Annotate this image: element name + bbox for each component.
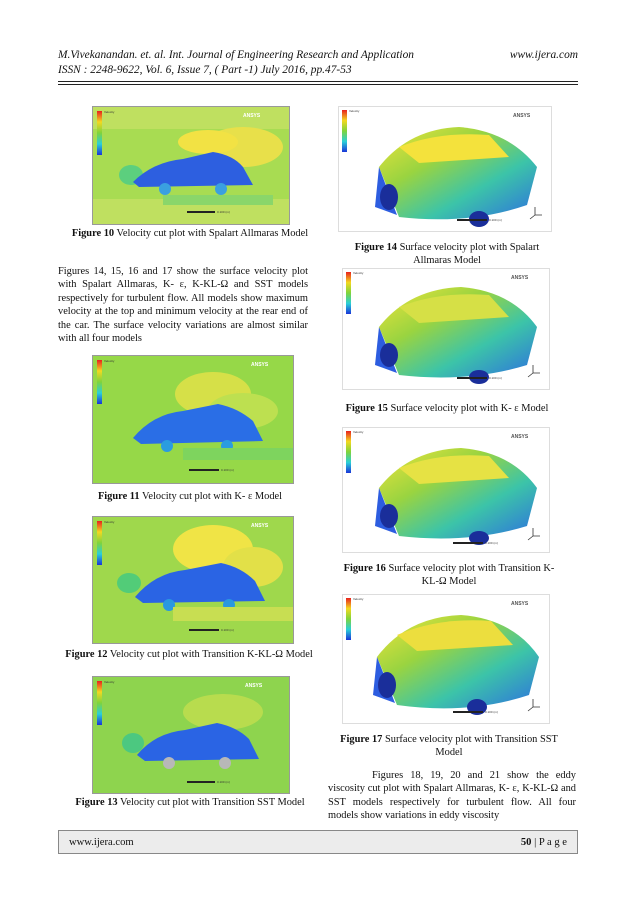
svg-text:Velocity: Velocity [353, 430, 364, 434]
svg-text:0.100 (m): 0.100 (m) [221, 468, 234, 472]
svg-text:ANSYS: ANSYS [251, 523, 269, 529]
journal-citation: M.Vivekanandan. et. al. Int. Journal of Engineering Research and Application [58, 49, 414, 61]
header-rule-2 [58, 84, 578, 85]
paragraph-surface-velocity: Figures 14, 15, 16 and 17 show the surface velocity plot with Spalart Allmaras, K- ε, K-KL-Ω and SST models respectively for turbulent flow. All models show maximum velocity at the top and minimum velocity at the rear end of the car. The surface velocity variations are almost similar with all four models [58, 266, 308, 345]
figure-11-image [92, 355, 294, 484]
figure-17-caption [336, 733, 562, 759]
figure-caption-text: Velocity cut plot with Transition SST Model [117, 797, 305, 808]
figure-label: Figure 12 [65, 649, 108, 660]
figure-label: Figure 17 [340, 734, 383, 745]
figure-caption-text: Velocity cut plot with Spalart Allmaras Model [114, 228, 309, 239]
svg-text:ANSYS: ANSYS [513, 113, 531, 119]
figure-15-image [342, 268, 550, 390]
svg-text:ANSYS: ANSYS [251, 362, 269, 368]
page-suffix: | P a g e [531, 836, 567, 848]
figure-14-caption [336, 241, 558, 267]
footer-url: www.ijera.com [69, 836, 134, 848]
svg-text:Velocity: Velocity [104, 520, 115, 524]
figure-label: Figure 10 [71, 228, 115, 239]
figure-16-caption [336, 562, 562, 588]
figure-10-caption [70, 227, 310, 240]
page-number: 50 [520, 836, 532, 848]
figure-caption-text: Surface velocity plot with K- ε Model [387, 403, 549, 414]
svg-text:0.100 (m): 0.100 (m) [217, 780, 230, 784]
running-header [58, 48, 578, 63]
svg-text:0.100 (m): 0.100 (m) [485, 541, 498, 545]
issn-line: ISSN : 2248-9622, Vol. 6, Issue 7, ( Part -1) July 2016, pp.47-53 [58, 64, 352, 76]
figure-17-image [342, 594, 550, 724]
svg-text:ANSYS: ANSYS [511, 434, 529, 440]
journal-url: www.ijera.com [509, 49, 578, 61]
svg-text:Velocity: Velocity [104, 680, 115, 684]
svg-text:ANSYS: ANSYS [511, 601, 529, 607]
svg-text:0.100 (m): 0.100 (m) [489, 218, 502, 222]
figure-caption-text: Velocity cut plot with Transition K-KL-Ω Model [107, 649, 313, 660]
page-number-block [521, 837, 567, 848]
figure-label: Figure 15 [345, 403, 388, 414]
svg-text:0.100 (m): 0.100 (m) [217, 210, 230, 214]
figure-13-image [92, 676, 290, 794]
figure-caption-text: Velocity cut plot with K- ε Model [139, 491, 283, 502]
figure-16-image [342, 427, 550, 553]
figure-label: Figure 11 [97, 491, 140, 502]
svg-text:0.100 (m): 0.100 (m) [485, 710, 498, 714]
svg-text:Velocity: Velocity [353, 597, 364, 601]
figure-14-image [338, 106, 552, 232]
svg-text:ANSYS: ANSYS [511, 275, 529, 281]
page-footer [58, 830, 578, 854]
figure-caption-text: Surface velocity plot with Spalart Allmaras Model [396, 242, 540, 266]
figure-caption-text: Surface velocity plot with Transition SST Model [382, 734, 558, 758]
svg-text:0.100 (m): 0.100 (m) [221, 628, 234, 632]
figure-label: Figure 13 [75, 797, 118, 808]
figure-label: Figure 14 [354, 242, 397, 253]
header-rule [58, 81, 578, 82]
paragraph-eddy-viscosity: Figures 18, 19, 20 and 21 show the eddy viscosity cut plot with Spalart Allmaras, K- ε, K-KL-Ω and SST models respectively for turbulent flow. All four models show variations in eddy viscosity [328, 770, 576, 822]
figure-12-image [92, 516, 294, 644]
svg-text:0.100 (m): 0.100 (m) [489, 376, 502, 380]
svg-text:ANSYS: ANSYS [243, 113, 261, 119]
figure-11-caption [70, 490, 310, 503]
figure-13-caption [70, 796, 310, 809]
figure-label: Figure 16 [343, 563, 386, 574]
svg-text:Velocity: Velocity [349, 109, 360, 113]
figure-10-image [92, 106, 290, 225]
svg-text:ANSYS: ANSYS [245, 683, 263, 689]
figure-12-caption [58, 648, 320, 661]
svg-text:Velocity: Velocity [353, 271, 364, 275]
figure-caption-text: Surface velocity plot with Transition K-KL-Ω Model [385, 563, 555, 587]
svg-text:Velocity: Velocity [104, 110, 115, 114]
figure-15-caption [336, 402, 558, 415]
svg-text:Velocity: Velocity [104, 359, 115, 363]
